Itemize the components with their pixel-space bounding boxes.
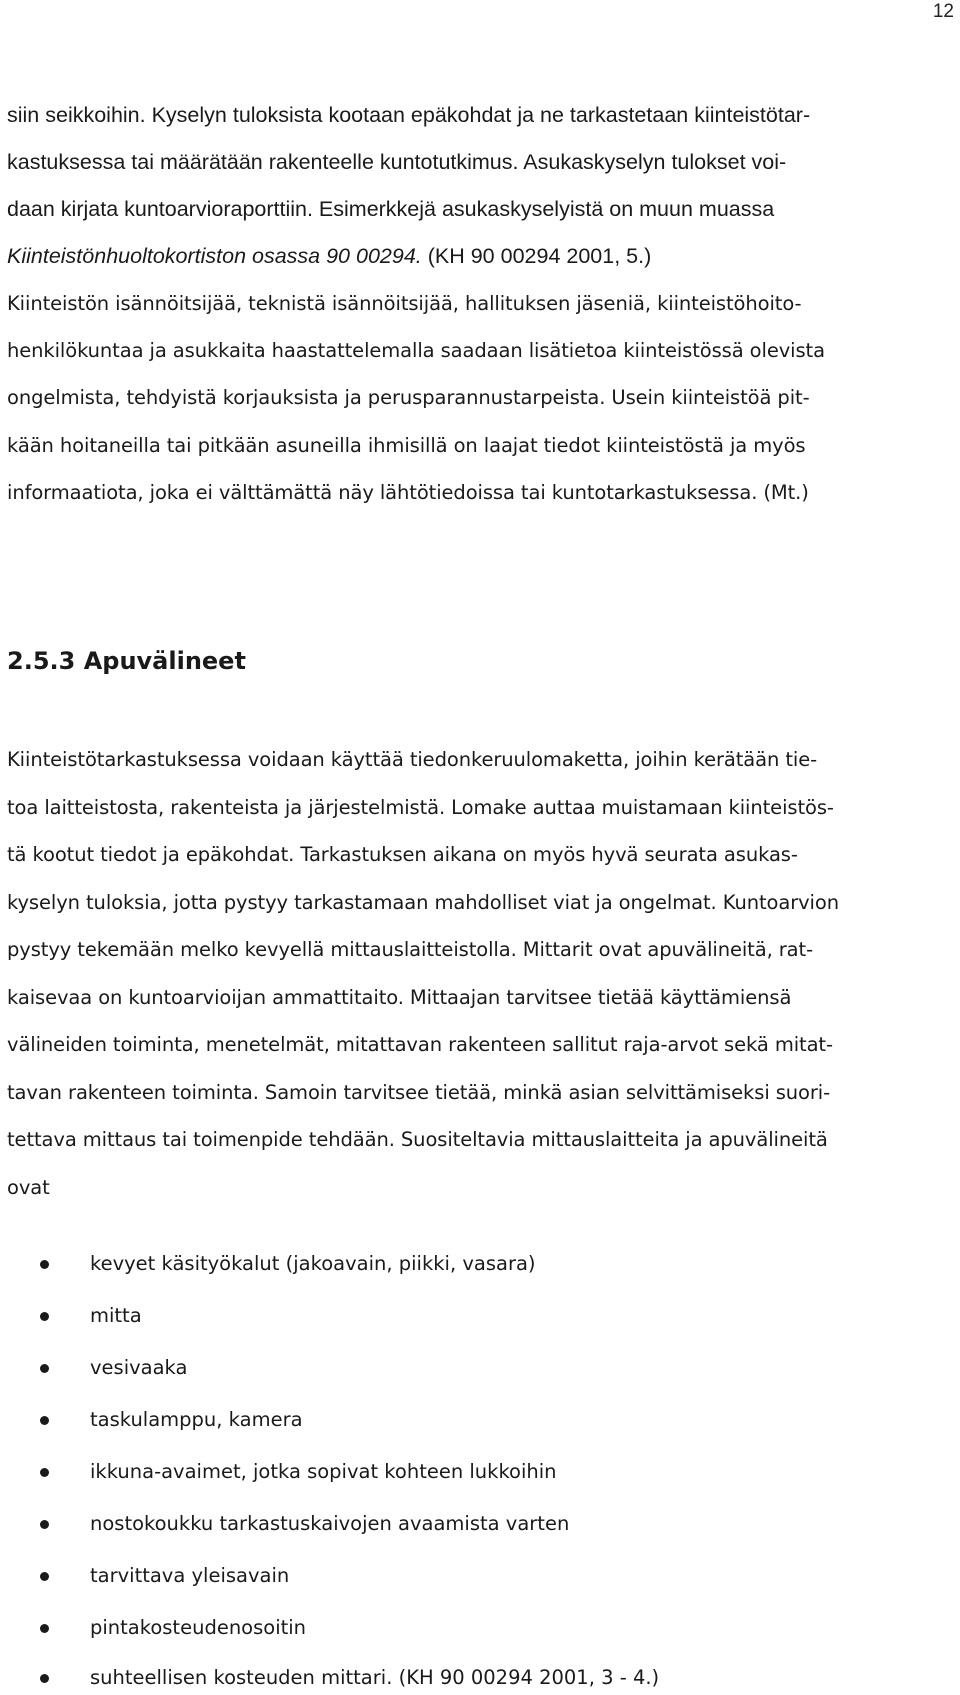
paragraph3-line-6: kaisevaa on kuntoarvioijan ammattitaito. Mittaajan tarvitsee tietää käyttämiensä [7,986,792,1009]
bullet-icon [40,1674,49,1683]
paragraph3-line-10: ovat [7,1176,50,1199]
paragraph2-line-1: Kiinteistön isännöitsijää, teknistä isännöitsijää, hallituksen jäseniä, kiinteistöhoito- [7,292,802,315]
paragraph3-line-7: välineiden toiminta, menetelmät, mitattavan rakenteen sallitut raja-arvot sekä mitat- [7,1033,833,1056]
bullet-icon [40,1572,49,1581]
list-item-text: tarvittava yleisavain [90,1564,290,1587]
paragraph2-line-5: informaatiota, joka ei välttämättä näy lähtötiedoissa tai kuntotarkastuksessa. (Mt.) [7,481,809,504]
paragraph3-line-2: toa laitteistosta, rakenteista ja järjestelmistä. Lomake auttaa muistamaan kiinteistös- [7,796,834,819]
bullet-icon [40,1364,49,1373]
paragraph1-line-1: siin seikkoihin. Kyselyn tuloksista kootaan epäkohdat ja ne tarkastetaan kiinteistötar- [7,103,811,127]
paragraph3-line-8: tavan rakenteen toiminta. Samoin tarvitsee tietää, minkä asian selvittämiseksi suori- [7,1081,831,1104]
kh-card-reference: Kiinteistönhuoltokortiston osassa 90 00294. [7,244,422,268]
list-item-text: suhteellisen kosteuden mittari. (KH 90 00294 2001, 3 - 4.) [90,1666,660,1689]
paragraph3-line-1: Kiinteistötarkastuksessa voidaan käyttää tiedonkeruulomaketta, joihin kerätään tie- [7,748,818,771]
bullet-icon [40,1520,49,1529]
paragraph2-line-3: ongelmista, tehdyistä korjauksista ja perusparannustarpeista. Usein kiinteistöä pit- [7,386,810,409]
paragraph3-line-9: tettava mittaus tai toimenpide tehdään. Suositeltavia mittauslaitteita ja apuvälineitä [7,1128,828,1151]
paragraph3-line-4: kyselyn tuloksia, jotta pystyy tarkastamaan mahdolliset viat ja ongelmat. Kuntoarvion [7,891,839,914]
bullet-icon [40,1312,49,1321]
list-item-text: nostokoukku tarkastuskaivojen avaamista varten [90,1512,570,1535]
list-item-text: pintakosteudenosoitin [90,1616,307,1639]
paragraph1-line-2: kastuksessa tai määrätään rakenteelle kuntotutkimus. Asukaskyselyn tulokset voi- [7,150,787,174]
bullet-icon [40,1260,49,1269]
paragraph2-line-2: henkilökuntaa ja asukkaita haastattelemalla saadaan lisätietoa kiinteistössä olevista [7,339,825,362]
paragraph3-line-5: pystyy tekemään melko kevyellä mittauslaitteistolla. Mittarit ovat apuvälineitä, rat- [7,938,814,961]
page-number: 12 [932,1,954,22]
list-item-text: vesivaaka [90,1356,188,1379]
section-heading: 2.5.3 Apuvälineet [7,647,246,675]
paragraph1-line-3: daan kirjata kuntoarvioraporttiin. Esimerkkejä asukaskyselyistä on muun muassa [7,197,775,221]
list-item-text: mitta [90,1304,142,1327]
kh-citation: (KH 90 00294 2001, 5.) [421,244,652,268]
bullet-icon [40,1468,49,1477]
paragraph1-line-4 [7,241,651,271]
list-item-text: ikkuna-avaimet, jotka sopivat kohteen lukkoihin [90,1460,557,1483]
list-item-text: kevyet käsityökalut (jakoavain, piikki, vasara) [90,1252,536,1275]
bullet-icon [40,1624,49,1633]
list-item-text: taskulamppu, kamera [90,1408,303,1431]
bullet-icon [40,1416,49,1425]
paragraph2-line-4: kään hoitaneilla tai pitkään asuneilla ihmisillä on laajat tiedot kiinteistöstä ja myös [7,434,806,457]
paragraph3-line-3: tä kootut tiedot ja epäkohdat. Tarkastuksen aikana on myös hyvä seurata asukas- [7,843,798,866]
